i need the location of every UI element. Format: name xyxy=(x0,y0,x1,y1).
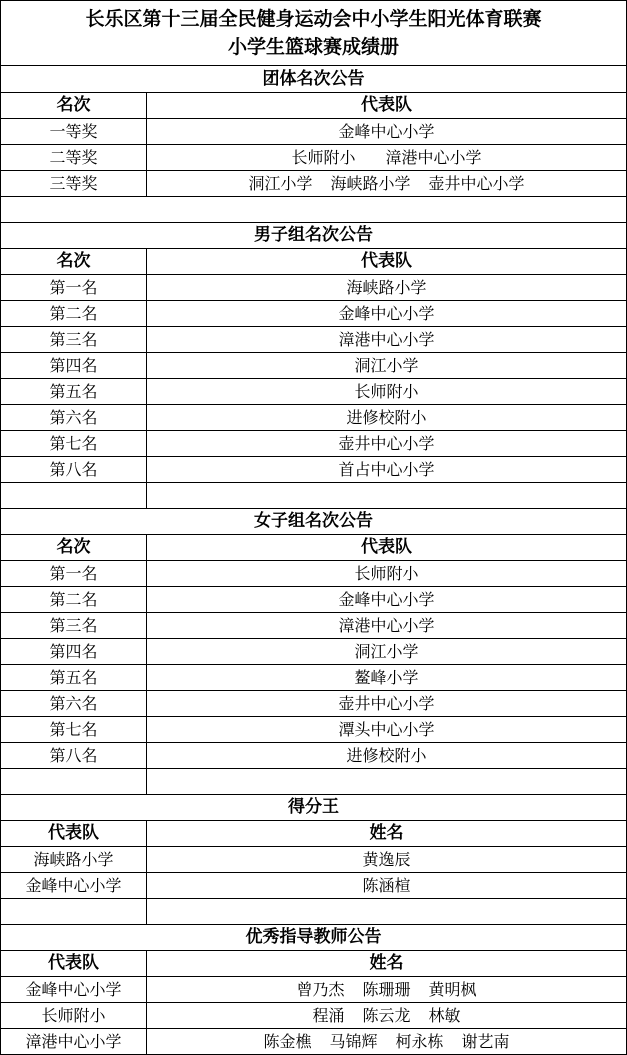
girls-section-row xyxy=(1,509,627,535)
coach-name: 陈珊珊 xyxy=(362,979,411,999)
team-cell: 漳港中心小学 xyxy=(1,1029,147,1055)
table-row xyxy=(1,691,627,717)
title-line-2: 小学生篮球赛成绩册 xyxy=(228,36,400,58)
table-row xyxy=(1,639,627,665)
team-cell: 金峰中心小学 xyxy=(147,587,627,613)
blank-cell xyxy=(147,769,627,795)
table-row xyxy=(1,353,627,379)
blank-cell xyxy=(1,769,147,795)
team-cell: 洞江小学 xyxy=(147,639,627,665)
names-cell xyxy=(147,1003,627,1029)
boys-col-rank: 名次 xyxy=(1,249,147,275)
rank-cell: 第六名 xyxy=(1,405,147,431)
table-row xyxy=(1,145,627,171)
scorers-section-row xyxy=(1,795,627,821)
blank-cell xyxy=(1,483,147,509)
team-name: 金峰中心小学 xyxy=(338,121,435,141)
boys-col-team: 代表队 xyxy=(147,249,627,275)
team-cell: 长师附小 xyxy=(147,561,627,587)
coach-name: 柯永栋 xyxy=(395,1031,444,1051)
rank-cell: 第三名 xyxy=(1,327,147,353)
team-cell: 漳港中心小学 xyxy=(147,327,627,353)
rank-cell: 第六名 xyxy=(1,691,147,717)
rank-cell: 第一名 xyxy=(1,275,147,301)
rank-cell: 第二名 xyxy=(1,301,147,327)
team-cell: 壶井中心小学 xyxy=(147,691,627,717)
rank-cell: 第四名 xyxy=(1,639,147,665)
rank-cell: 第七名 xyxy=(1,431,147,457)
girls-section-title: 女子组名次公告 xyxy=(1,509,627,535)
table-row xyxy=(1,457,627,483)
coach-name: 程涌 xyxy=(312,1005,345,1025)
coach-name: 林敏 xyxy=(428,1005,461,1025)
table-row xyxy=(1,665,627,691)
blank-cell xyxy=(147,483,627,509)
coaches-header-row xyxy=(1,951,627,977)
scorers-col-name: 姓名 xyxy=(147,821,627,847)
team-col-rank: 名次 xyxy=(1,93,147,119)
title-row xyxy=(1,1,627,66)
table-row xyxy=(1,1029,627,1055)
team-cell: 海峡路小学 xyxy=(1,847,147,873)
team-name: 漳港中心小学 xyxy=(385,147,482,167)
coach-name: 马锦辉 xyxy=(329,1031,378,1051)
coach-name: 黄明枫 xyxy=(428,979,477,999)
table-row xyxy=(1,275,627,301)
table-row xyxy=(1,561,627,587)
rank-cell: 第八名 xyxy=(1,743,147,769)
table-row xyxy=(1,977,627,1003)
team-cell xyxy=(147,145,627,171)
scorers-header-row xyxy=(1,821,627,847)
blank-row xyxy=(1,899,627,925)
team-cell: 漳港中心小学 xyxy=(147,613,627,639)
coach-name: 谢艺南 xyxy=(461,1031,510,1051)
team-cell: 首占中心小学 xyxy=(147,457,627,483)
team-name: 海峡路小学 xyxy=(330,173,411,193)
title-line-1: 长乐区第十三届全民健身运动会中小学生阳光体育联赛 xyxy=(85,8,542,30)
rank-cell: 第七名 xyxy=(1,717,147,743)
table-row xyxy=(1,327,627,353)
table-row xyxy=(1,379,627,405)
rank-cell: 一等奖 xyxy=(1,119,147,145)
team-cell: 潭头中心小学 xyxy=(147,717,627,743)
table-row xyxy=(1,743,627,769)
rank-cell: 二等奖 xyxy=(1,145,147,171)
name-cell: 黄逸辰 xyxy=(147,847,627,873)
coach-name: 陈云龙 xyxy=(362,1005,411,1025)
boys-section-row xyxy=(1,223,627,249)
boys-header-row xyxy=(1,249,627,275)
team-section-title: 团体名次公告 xyxy=(1,66,627,93)
table-row xyxy=(1,717,627,743)
team-section-row xyxy=(1,66,627,93)
rank-cell: 三等奖 xyxy=(1,171,147,197)
team-cell: 长师附小 xyxy=(1,1003,147,1029)
blank-cell xyxy=(1,899,147,925)
blank-row xyxy=(1,769,627,795)
coaches-section-title: 优秀指导教师公告 xyxy=(1,925,627,951)
team-cell: 长师附小 xyxy=(147,379,627,405)
team-cell xyxy=(147,119,627,145)
team-cell: 鳌峰小学 xyxy=(147,665,627,691)
document-title xyxy=(1,1,627,66)
coaches-section-row xyxy=(1,925,627,951)
rank-cell: 第四名 xyxy=(1,353,147,379)
table-row xyxy=(1,405,627,431)
rank-cell: 第五名 xyxy=(1,665,147,691)
boys-section-title: 男子组名次公告 xyxy=(1,223,627,249)
girls-header-row xyxy=(1,535,627,561)
table-row xyxy=(1,873,627,899)
table-row xyxy=(1,119,627,145)
coaches-col-team: 代表队 xyxy=(1,951,147,977)
table-row xyxy=(1,847,627,873)
table-row xyxy=(1,171,627,197)
rank-cell: 第二名 xyxy=(1,587,147,613)
girls-col-team: 代表队 xyxy=(147,535,627,561)
table-row xyxy=(1,1003,627,1029)
team-cell: 进修校附小 xyxy=(147,405,627,431)
name-cell: 陈涵楦 xyxy=(147,873,627,899)
team-cell: 进修校附小 xyxy=(147,743,627,769)
team-cell: 洞江小学 xyxy=(147,353,627,379)
table-row xyxy=(1,431,627,457)
team-cell: 金峰中心小学 xyxy=(1,977,147,1003)
scorers-col-team: 代表队 xyxy=(1,821,147,847)
rank-cell: 第五名 xyxy=(1,379,147,405)
coaches-col-name: 姓名 xyxy=(147,951,627,977)
team-cell xyxy=(147,171,627,197)
team-name: 长师附小 xyxy=(291,147,356,167)
team-col-team: 代表队 xyxy=(147,93,627,119)
coach-name: 陈金樵 xyxy=(263,1031,312,1051)
blank-cell xyxy=(1,197,627,223)
names-cell xyxy=(147,977,627,1003)
team-header-row xyxy=(1,93,627,119)
girls-col-rank: 名次 xyxy=(1,535,147,561)
names-cell xyxy=(147,1029,627,1055)
blank-row xyxy=(1,483,627,509)
rank-cell: 第三名 xyxy=(1,613,147,639)
blank-cell xyxy=(147,899,627,925)
coach-name: 曾乃杰 xyxy=(296,979,345,999)
table-row xyxy=(1,587,627,613)
team-cell: 金峰中心小学 xyxy=(147,301,627,327)
team-name: 壶井中心小学 xyxy=(428,173,525,193)
table-row xyxy=(1,301,627,327)
blank-row xyxy=(1,197,627,223)
table-row xyxy=(1,613,627,639)
scorers-section-title: 得分王 xyxy=(1,795,627,821)
team-cell: 壶井中心小学 xyxy=(147,431,627,457)
team-cell: 海峡路小学 xyxy=(147,275,627,301)
team-name: 洞江小学 xyxy=(248,173,313,193)
team-cell: 金峰中心小学 xyxy=(1,873,147,899)
rank-cell: 第一名 xyxy=(1,561,147,587)
rank-cell: 第八名 xyxy=(1,457,147,483)
